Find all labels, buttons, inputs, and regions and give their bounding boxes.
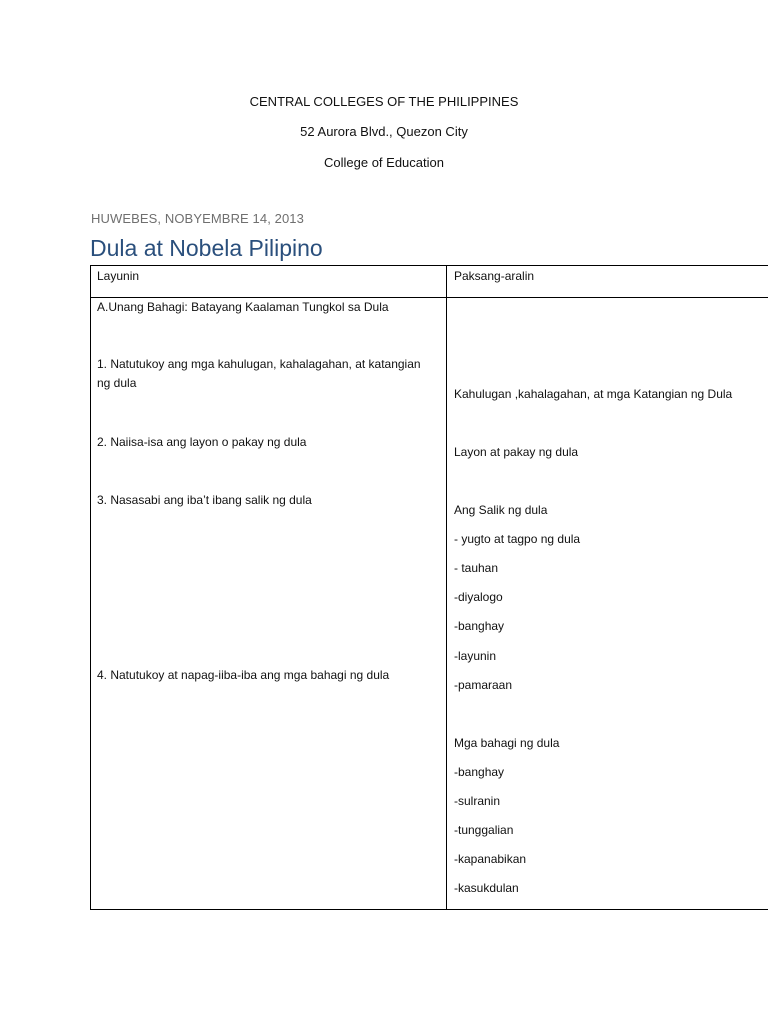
bahagi-item: -kapanabikan <box>454 852 527 866</box>
bahagi-item: -tunggalian <box>454 823 514 837</box>
salik-heading: Ang Salik ng dula <box>454 503 548 517</box>
salik-item: - yugto at tagpo ng dula <box>454 532 581 546</box>
column-header-paksang-aralin: Paksang-aralin <box>454 269 535 283</box>
institution-address: 52 Aurora Blvd., Quezon City <box>300 124 468 139</box>
table-border-left <box>90 265 91 910</box>
objective-4: 4. Natutukoy at napag-iiba-iba ang mga bahagi ng dula <box>97 668 390 682</box>
objective-1-line-2: ng dula <box>97 376 137 390</box>
bahagi-heading: Mga bahagi ng dula <box>454 736 560 750</box>
bahagi-item: -sulranin <box>454 794 501 808</box>
institution-name: CENTRAL COLLEGES OF THE PHILIPPINES <box>249 94 519 109</box>
lesson-table <box>90 265 768 910</box>
topic-2: Layon at pakay ng dula <box>454 445 579 459</box>
objective-3: 3. Nasasabi ang iba’t ibang salik ng dula <box>97 493 312 507</box>
salik-item: -layunin <box>454 649 497 663</box>
table-border-bottom <box>90 909 768 910</box>
table-border-top <box>90 265 768 266</box>
topic-1: Kahulugan ,kahalagahan, at mga Katangian ng Dula <box>454 387 733 401</box>
bahagi-item: -banghay <box>454 765 505 779</box>
salik-item: -pamaraan <box>454 678 513 692</box>
objective-2: 2. Naiisa-isa ang layon o pakay ng dula <box>97 435 307 449</box>
post-date: HUWEBES, NOBYEMBRE 14, 2013 <box>91 211 304 226</box>
section-heading: A.Unang Bahagi: Batayang Kaalaman Tungkol sa Dula <box>97 300 389 314</box>
salik-item: -banghay <box>454 619 505 633</box>
page-title: Dula at Nobela Pilipino <box>90 235 323 261</box>
college-name: College of Education <box>324 155 444 170</box>
objective-1-line-1: 1. Natutukoy ang mga kahulugan, kahalagahan, at katangian <box>97 357 421 371</box>
table-column-divider <box>446 265 447 910</box>
column-header-layunin: Layunin <box>97 269 140 283</box>
salik-item: - tauhan <box>454 561 499 575</box>
salik-item: -diyalogo <box>454 590 503 604</box>
bahagi-item: -kasukdulan <box>454 881 519 895</box>
